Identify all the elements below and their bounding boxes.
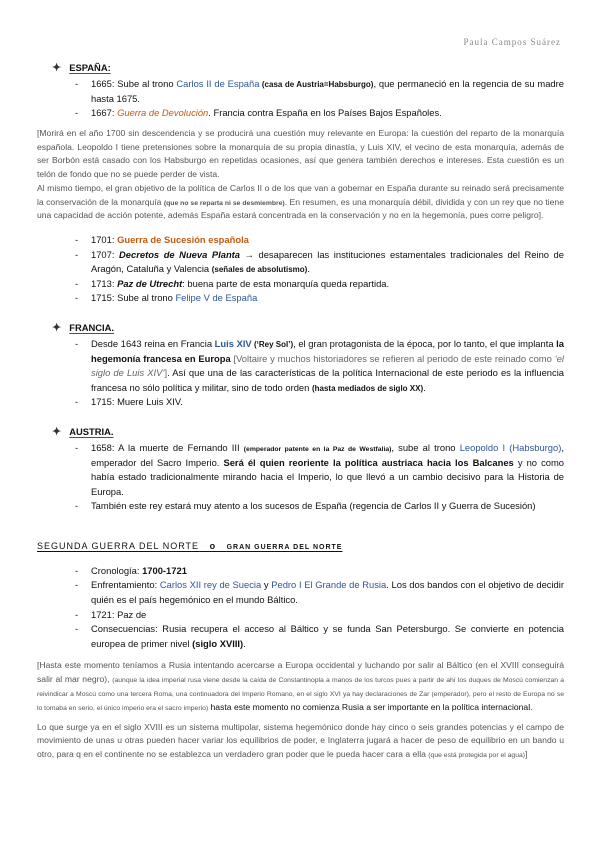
list-item: [75, 248, 564, 277]
note-text: (que no se reparta ni se desmiembre): [163, 199, 285, 207]
item-highlight: (siglo XVIII): [192, 637, 244, 649]
list-item: [75, 564, 564, 579]
section-title: SEGUNDA GUERRA DEL NORTE: [37, 540, 200, 551]
section-title: o: [209, 540, 217, 551]
note-paragraph: [37, 182, 564, 223]
note-text: hasta este momento no comienza Rusia a ser importante en la política internacional.: [208, 701, 533, 712]
note-text: (aunque la idea imperial rusa viene desde la caída de Constantinopla a manos de los turcos pues a partir de ahí los duques de Moscú comienzan a reivindicar a Moscú como una tercera Roma, una continuadora del Imperio Romano, en el siglo XVI ya hay declaraciones de Zar (emperador), pero el resto de Europa no se lo tomaba en serio, el único imperio era el sacro imperio): [37, 677, 564, 712]
item-text: 1715: Muere Luis XIV.: [91, 396, 183, 408]
section-title: ESPAÑA:: [69, 62, 111, 74]
list-item: [75, 233, 564, 248]
author-name: Paula Campos Suárez: [463, 37, 561, 47]
item-text: (hasta mediados de siglo XX): [311, 383, 424, 393]
item-text: (emperador patente en la Paz de Westfalia): [243, 446, 392, 454]
item-text: 1713:: [91, 277, 118, 289]
list-item: [75, 441, 564, 499]
item-text: 1715: Sube al trono: [91, 292, 176, 304]
list-item: [75, 608, 564, 623]
item-text: Enfrentamiento:: [91, 579, 160, 591]
spain-list: [37, 77, 564, 121]
note-text: . En resumen, es una monarquía débil, dividida y con un rey que no tiene una capacidad de acción potente, además España estará concentrada en la conservación y no en la hegemonía, pues corre peligro].: [37, 196, 564, 221]
item-text: (señales de absolutismo): [211, 265, 308, 275]
note-text: [Hasta este momento teníamos a Rusia intentando acercarse a Europa occidental y luchando por salir al Báltico (en el XVIII conseguirá salir al mar negro),: [37, 660, 564, 685]
note-paragraph: [37, 721, 564, 762]
section-heading-france: [52, 320, 564, 337]
note-text: ]: [525, 749, 528, 760]
item-text: . Así que una de las características de la política Internacional de este periodo es la influencia francesa no sólo política y militar, sino de todo orden: [91, 367, 564, 393]
star-bullet-icon: ✦: [52, 322, 62, 335]
item-highlight: Leopoldo I (Habsburgo): [459, 442, 562, 454]
item-text: y no como había estado tradicionalmente mirando hacia el Imperio, lo que llevó a un cambio decisivo para la Historia de Europa.: [91, 456, 564, 497]
item-text: 1665: Sube al trono: [91, 78, 177, 90]
item-text: ‘el siglo de Luis XIV’: [91, 352, 565, 379]
section-heading-norte: [37, 540, 564, 554]
item-text: 1658: A la muerte de Fernando III: [91, 442, 244, 454]
note-text: (que está protegida por el agua): [428, 752, 526, 760]
note-text: Al mismo tiempo, el gran objetivo de la política de Carlos II o de los que van a gobernar en España durante su reinado será precisamente la conservación de la monarquía: [37, 182, 564, 207]
item-highlight: Guerra de Devolución: [117, 107, 209, 119]
item-text: 1701:: [91, 234, 118, 246]
item-text: , emperador del Sacro Imperio.: [91, 442, 564, 468]
section-title: FRANCIA.: [69, 322, 115, 334]
item-highlight: la hegemonía francesa en Europa: [91, 338, 564, 364]
list-item: [75, 578, 564, 607]
item-text: .: [423, 381, 426, 393]
section-subtitle: GRAN GUERRA DEL NORTE: [226, 543, 343, 551]
item-highlight: Guerra de Sucesión española: [117, 234, 249, 246]
item-highlight: política austriaca hacia los Balcanes: [344, 456, 514, 468]
list-item: [75, 395, 564, 410]
item-text: (‘Rey Sol’): [251, 340, 294, 350]
list-item: [75, 106, 564, 121]
item-highlight: Luis XIV: [214, 338, 252, 350]
note-paragraph: [Morirá en el año 1700 sin descendencia y se producirá una cuestión muy relevante en Europa: la cuestión del reparto de la monarquía española. Leopoldo I tiene pretensiones sobre la monarquía de su propia dinastía, y Luis XIV, el vecino de esta monarquía, además de ser Borbón está casado con los Habsburgo en repetidas ocasiones, así que genera también derechos e intereses. Esta cuestión es un telón de fondo que no se puede perder de vista.: [37, 127, 564, 180]
list-item: [75, 337, 564, 395]
item-text: También este rey estará muy atento a los sucesos de España (regencia de Carlos II y Guerra de Sucesión): [91, 500, 536, 512]
item-text: (casa de Austria=Habsburgo): [259, 80, 374, 90]
item-text: y: [261, 579, 272, 591]
section-heading-spain: [52, 60, 564, 77]
item-text: [Voltaire y muchos historiadores se refieren al periodo de este reinado como: [230, 352, 555, 364]
list-item: [75, 499, 564, 514]
item-text: . Los dos bandos con el objetivo de decidir quién es el país hegemónico en el mundo Báltico.: [91, 579, 564, 606]
item-text: . Francia contra España en los Países Bajos Españoles.: [208, 107, 442, 119]
list-item: [75, 622, 564, 651]
list-item: [75, 77, 564, 106]
item-text: Cronología:: [91, 564, 143, 576]
france-list: [37, 337, 564, 410]
item-highlight: 1700-1721: [142, 564, 187, 576]
austria-list: [37, 441, 564, 514]
section-title: AUSTRIA.: [69, 426, 114, 438]
item-text: 1667:: [91, 107, 118, 119]
item-text: Desde 1643 reina en Francia: [91, 338, 215, 350]
note-text: Lo que surge ya en el siglo XVIII es un sistema multipolar, sistema hegemónico donde hay cinco o seis grandes potencias y el campo de movimiento de unas u otras pueden hacer variar los equilibrios de poder, e Inglaterra jugará a hacer de peso de equilibrio en un bando u otro, para q en el continente no se establezca un verdadero gran poder que le pueda hacer cara a ella: [37, 721, 564, 760]
item-highlight: Felipe V de España: [175, 292, 258, 304]
item-highlight: Paz de Utrecht: [117, 277, 183, 289]
item-text: , sube al trono: [391, 442, 460, 454]
document-content: [37, 60, 564, 762]
item-text: , que permaneció en la regencia de su madre hasta 1675.: [91, 78, 564, 104]
item-text: .: [243, 637, 246, 649]
item-highlight: Carlos II de España: [176, 78, 260, 90]
item-text: , el gran protagonista de la época, por lo tanto, el que implanta: [293, 338, 557, 350]
item-text: : buena parte de esta monarquía queda repartida.: [182, 277, 390, 289]
list-item: [75, 291, 564, 306]
section-heading-austria: [52, 424, 564, 441]
item-text: 1721: Paz de: [91, 608, 147, 620]
item-text: .: [307, 263, 310, 275]
item-text: 1707:: [91, 248, 120, 260]
item-highlight: Decretos de Nueva Planta: [119, 248, 241, 260]
item-text: Será él quien reoriente la: [223, 456, 345, 468]
spain-list-2: [37, 233, 564, 306]
item-text: ]: [164, 367, 168, 379]
list-item: [75, 277, 564, 292]
norte-list: [37, 564, 564, 651]
star-bullet-icon: ✦: [52, 62, 62, 74]
item-highlight: Pedro I El Grande de Rusia: [271, 579, 387, 591]
star-bullet-icon: ✦: [52, 425, 62, 438]
note-paragraph: [37, 659, 564, 714]
item-text: → desaparecen las instituciones estamentales tradicionales del Reino de Aragón, Cataluña y Valencia: [91, 248, 564, 275]
item-highlight: Carlos XII rey de Suecia: [159, 579, 262, 591]
item-text: Consecuencias: Rusia recupera el acceso al Báltico y se funda San Petersburgo. Se convierte en potencia europea de primer nivel: [91, 623, 564, 649]
